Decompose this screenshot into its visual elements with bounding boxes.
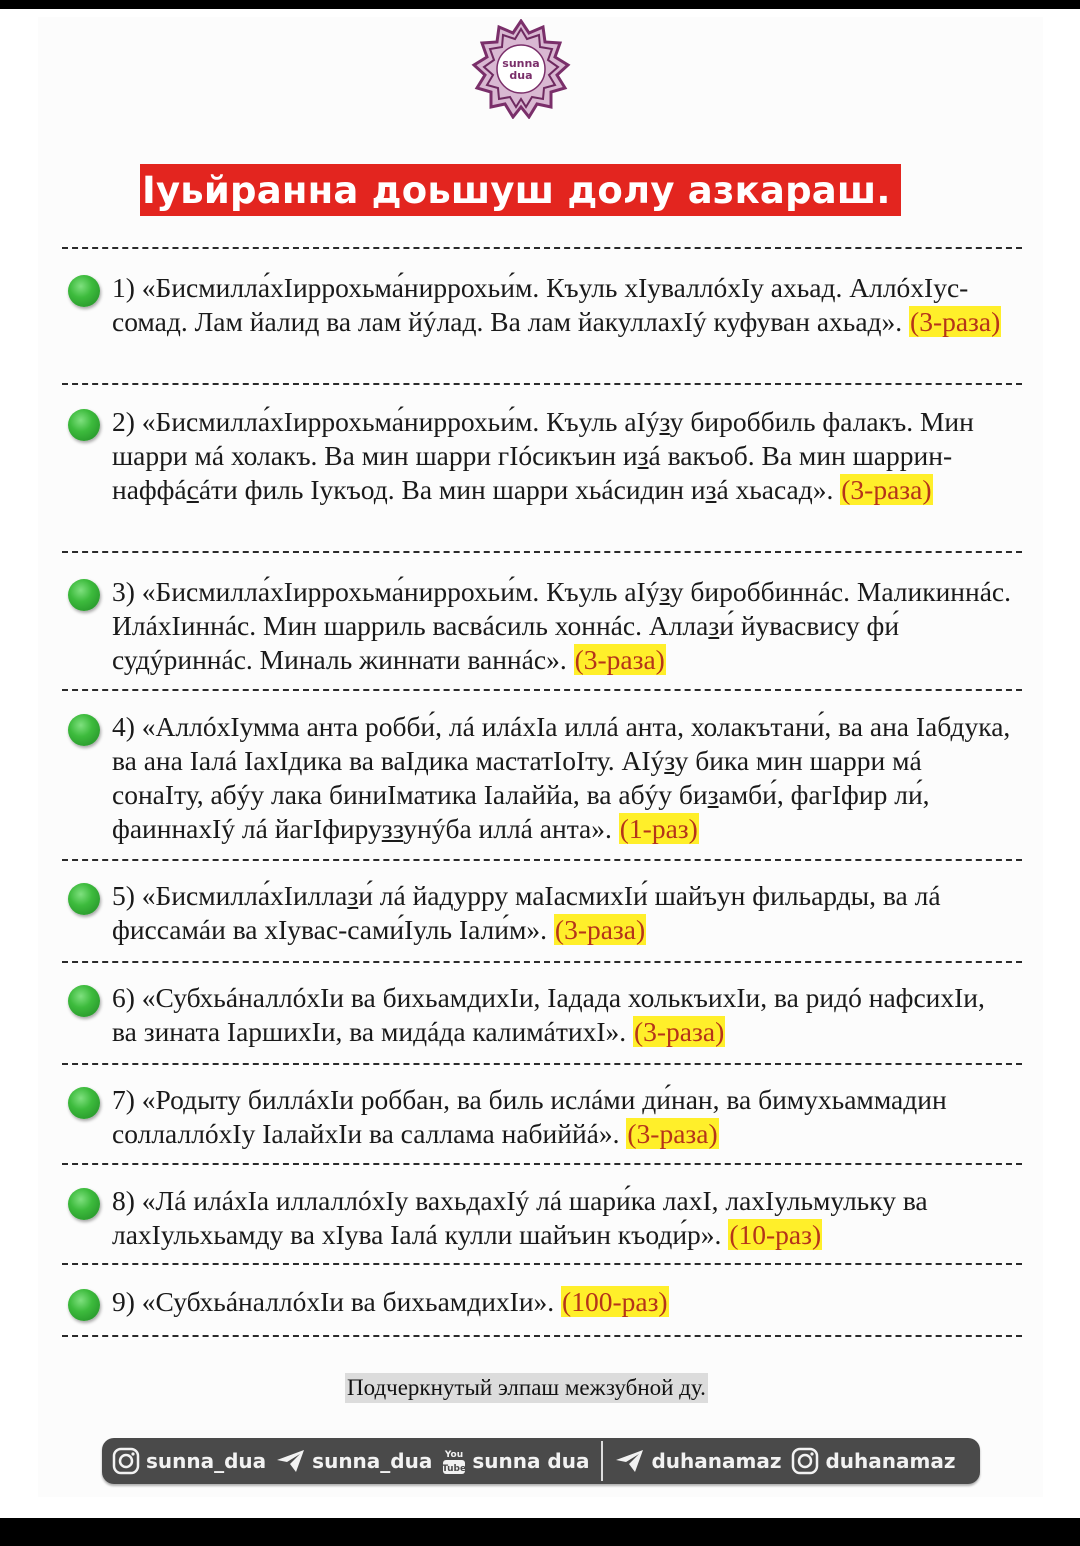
green-bullet-icon — [68, 1289, 100, 1321]
underlined-letter: з — [347, 880, 359, 911]
green-bullet-icon — [68, 275, 100, 307]
repeat-count-badge: (3-раза) — [574, 644, 665, 675]
dashed-divider — [62, 961, 1022, 963]
dua-text — [112, 710, 1012, 846]
dashed-divider — [62, 551, 1022, 553]
dua-text — [112, 575, 1012, 677]
underlined-letter: з — [659, 576, 670, 607]
top-black-bar — [0, 0, 1080, 9]
social-link-youtube-sunna-dua[interactable] — [442, 1446, 589, 1476]
dua-segment: «Бисмилла́хIиррохьма́ниррохьи́м. Къуль аIý — [141, 576, 660, 607]
dua-text — [112, 1184, 1012, 1252]
dua-text — [112, 981, 1012, 1049]
dua-segment: á хьасад». — [716, 474, 841, 505]
page — [0, 9, 1080, 1518]
dua-text — [112, 405, 1012, 507]
dua-number: 1) — [112, 272, 142, 303]
dua-text — [112, 1285, 1012, 1319]
instagram-icon — [791, 1447, 819, 1475]
svg-text:Tube: Tube — [442, 1464, 467, 1474]
svg-text:You: You — [445, 1450, 464, 1460]
social-link-telegram-duhanamaz[interactable] — [615, 1448, 781, 1474]
dua-number: 4) — [112, 711, 142, 742]
dua-text — [112, 879, 1012, 947]
dua-segment: амби́, фагIфир ли́, фаиннахIý лá йагIфиру — [112, 779, 930, 844]
dua-segment: и́ йувасвису фи́ судýриннáс. Миналь жиннати ваннáс». — [112, 610, 900, 675]
green-bullet-icon — [68, 1087, 100, 1119]
dua-number: 7) — [112, 1084, 142, 1115]
dua-text — [112, 1083, 1012, 1151]
dashed-divider — [62, 1263, 1022, 1265]
green-bullet-icon — [68, 579, 100, 611]
dua-number: 6) — [112, 982, 142, 1013]
repeat-count-badge: (3-раза) — [554, 914, 646, 945]
dua-segment: «СубхьáналлóхIи ва бихьамдихIи». — [141, 1286, 562, 1317]
repeat-count-badge: (3-раза) — [627, 1118, 718, 1149]
dua-segment: á вакъоб. Ва мин шаррин-наффá — [112, 440, 953, 505]
page-title: Iуьйранна доьшуш долу азкараш. — [142, 168, 891, 212]
underlined-letter: з — [707, 779, 719, 810]
dua-segment: «АллóхIумма анта робби́, лá илáхIа иллá анта, холакътани́, ва ана Iабдука, ва ана Iалá IахIдика ва ваIдика мастатIоIту. АIý — [112, 711, 1011, 776]
dua-number: 5) — [112, 880, 142, 911]
repeat-count-badge: (10-раз) — [729, 1219, 822, 1250]
green-bullet-icon — [68, 409, 100, 441]
dua-segment: «Родыту биллáхIи роббан, ва биль ислáми ди́нан, ва бимухьаммадин соллаллóхIу IалайхIи ва саллама набиййá». — [112, 1084, 947, 1149]
green-bullet-icon — [68, 883, 100, 915]
underlined-letter: з — [637, 440, 649, 471]
divider — [601, 1441, 603, 1481]
social-handle: duhanamaz — [825, 1449, 956, 1473]
dua-segment: «Бисмилла́хIиррохьма́ниррохьи́м. Къуль аIý — [141, 406, 660, 437]
youtube-icon — [442, 1446, 466, 1476]
title-banner — [140, 164, 901, 216]
telegram-icon — [615, 1448, 645, 1474]
repeat-count-badge: (3-раза) — [841, 474, 932, 505]
dua-segment: унýба иллá анта». — [403, 813, 619, 844]
dashed-divider — [62, 689, 1022, 691]
dua-segment: áти филь Iукъод. Ва мин шарри хьáсидин и — [198, 474, 706, 505]
dua-segment: «СубхьáналлóхIи ва бихьамдихIи, Iадада холькъихIи, ва ридó нафсихIи, ва зината IаршихIи, ва мидáда калимáтихI». — [112, 982, 985, 1047]
dua-number: 9) — [112, 1286, 142, 1317]
dua-text — [112, 271, 1012, 339]
social-link-telegram-sunna-dua[interactable] — [276, 1448, 432, 1474]
repeat-count-badge: (3-раза) — [910, 306, 1001, 337]
social-handle: sunna_dua — [312, 1449, 433, 1473]
green-bullet-icon — [68, 714, 100, 746]
telegram-icon — [276, 1448, 306, 1474]
underlined-letter: з — [664, 745, 675, 776]
logo-line1: sunna — [502, 57, 540, 70]
social-link-instagram-duhanamaz[interactable] — [791, 1447, 955, 1475]
dua-number: 3) — [112, 576, 142, 607]
dua-segment: «Бисмилла́хIилла — [141, 880, 348, 911]
footnote: Подчеркнутый элпаш межзубной ду. — [345, 1373, 708, 1403]
social-handle: sunna dua — [472, 1449, 590, 1473]
dua-number: 8) — [112, 1185, 142, 1216]
dashed-divider — [62, 383, 1022, 385]
repeat-count-badge: (100-раз) — [562, 1286, 668, 1317]
dashed-divider — [62, 1163, 1022, 1165]
underlined-letter: з — [705, 474, 717, 505]
dashed-divider — [62, 1063, 1022, 1065]
underlined-letter: с — [186, 474, 199, 505]
instagram-icon — [112, 1447, 140, 1475]
repeat-count-badge: (1-раз) — [619, 813, 698, 844]
green-bullet-icon — [68, 1188, 100, 1220]
green-bullet-icon — [68, 985, 100, 1017]
dua-segment: и́ лá йадурру маIасмихIи́ шайъун фильарды, ва лá фиссамáи ва хIувас-сами́Iуль Iали́м». — [112, 880, 941, 945]
social-links-bar — [102, 1438, 980, 1484]
dua-segment: «Бисмилла́хIиррохьма́ниррохьи́м. Къуль хIуваллóхIу ахьад. АллóхIус-сомад. Лам йалид ва лам йýлад. Ва лам йакуллахIý куфуван ахьад». — [112, 272, 969, 337]
bottom-black-bar — [0, 1518, 1080, 1546]
dashed-divider — [62, 1335, 1022, 1337]
social-handle: sunna_dua — [146, 1449, 267, 1473]
sunna-dua-logo — [471, 19, 571, 119]
social-link-instagram-sunna-dua[interactable] — [112, 1447, 266, 1475]
dua-segment: «Лá илáхIа иллаллóхIу вахьдахIý лá шари́ка лахI, лахIульмульку ва лахIульхьамду ва хIува Iалá кулли шайъин къоди́р». — [112, 1185, 928, 1250]
social-handle: duhanamaz — [651, 1449, 782, 1473]
logo-line2: dua — [509, 69, 533, 82]
repeat-count-badge: (3-раза) — [633, 1016, 725, 1047]
underlined-letter: з — [708, 610, 720, 641]
dua-segment: у бироббиль фалакъ. Мин шарри мá холакъ. Ва мин шарри гIóсикъин и — [112, 406, 974, 471]
dashed-divider — [62, 247, 1022, 249]
dua-segment: у бироббиннáс. Маликиннáс. ИлáхIиннáс. Мин шарриль васвáсиль хоннáс. Алла — [112, 576, 1012, 641]
dashed-divider — [62, 859, 1022, 861]
dua-number: 2) — [112, 406, 142, 437]
dua-segment: у бика мин шарри мá сонаIту, абýу лака биниIматика Iалаййа, ва абýу би — [112, 745, 922, 810]
underlined-letter: з — [659, 406, 670, 437]
underlined-letter: зз — [381, 813, 404, 844]
